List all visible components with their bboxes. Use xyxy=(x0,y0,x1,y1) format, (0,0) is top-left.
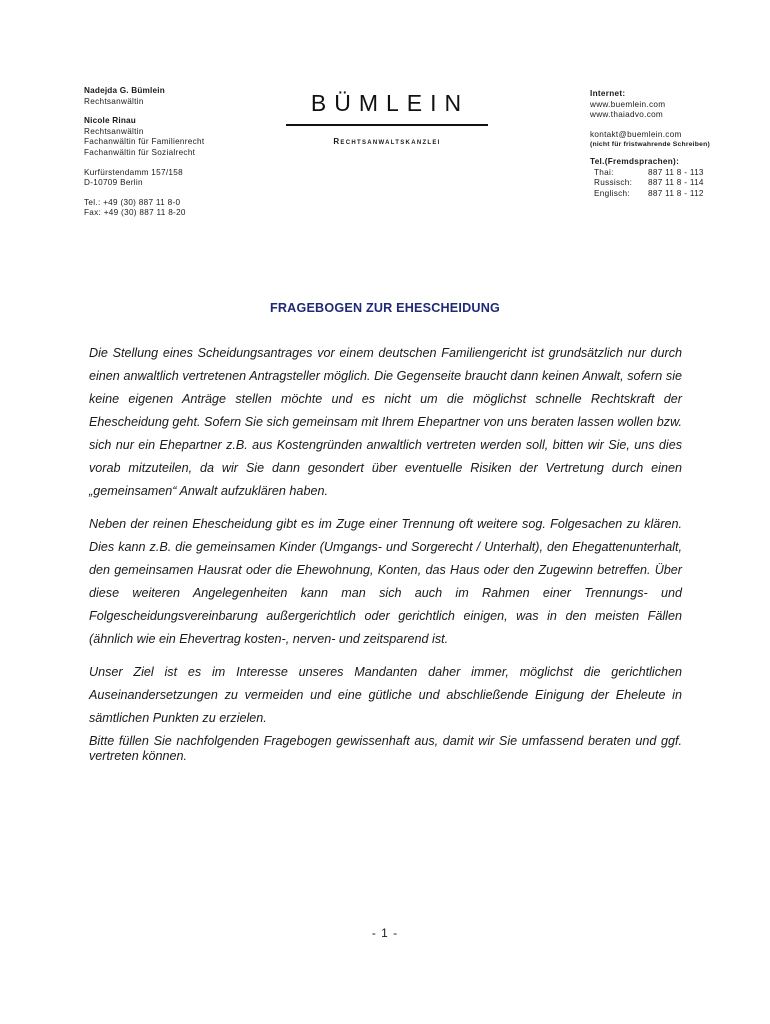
email-link[interactable]: kontakt@buemlein.com xyxy=(590,129,682,139)
lawyer-2-role: Rechtsanwältin xyxy=(84,126,144,136)
phone-row-russian xyxy=(590,178,710,189)
phone-language: Thai: xyxy=(594,167,614,177)
address-city: D-10709 Berlin xyxy=(84,178,143,188)
phone-extension: 887 11 8 - 114 xyxy=(648,178,704,188)
internet-label: Internet: xyxy=(590,89,626,98)
phone-number: Tel.: +49 (30) 887 11 8-0 xyxy=(84,197,181,207)
logo-divider xyxy=(286,124,488,126)
lawyer-2-name: Nicole Rinau xyxy=(84,116,136,126)
fax-number: Fax: +49 (30) 887 11 8-20 xyxy=(84,208,186,218)
phone-row-english xyxy=(590,189,710,200)
sender-info xyxy=(84,86,205,219)
paragraph: Neben der reinen Ehescheidung gibt es im Zuge einer Trennung oft weitere sog. Folgesachen zu klären. Dies kann z.B. die gemeinsamen Kinder (Umgangs- und Sorgerecht / Unterhalt), den Ehegattenunterhalt, den gemeinsamen Hausrat oder die Ehewohnung, Konten, das Haus oder den Zugewinn betreffen. Über diese weiteren Angelegenheiten kann man sich auch im Rahmen einer Trennungs- und Folgescheidungsvereinbarung außergerichtlich oder gerichtlich einigen, was in den meisten Fällen (ähnlich wie ein Ehevertrag kosten-, nerven- und zeitsparend ist. xyxy=(89,517,682,646)
page-number: - 1 - xyxy=(371,926,399,940)
phone-extension: 887 11 8 - 113 xyxy=(648,167,704,177)
firm-subtitle: Rechtsanwaltskanzlei xyxy=(333,137,441,146)
contact-info xyxy=(590,89,710,199)
website-link-2[interactable]: www.thaiadvo.com xyxy=(590,110,664,120)
lawyer-1-role: Rechtsanwältin xyxy=(84,96,144,106)
foreign-phones-label: Tel.(Fremdsprachen): xyxy=(590,156,680,166)
phone-row-thai xyxy=(590,168,710,179)
phone-language: Russisch: xyxy=(594,178,633,188)
website-link-1[interactable]: www.buemlein.com xyxy=(590,99,666,109)
paragraph: Bitte füllen Sie nachfolgenden Fragebogen gewissenhaft aus, damit wir Sie umfassend beraten und ggf. vertreten können. xyxy=(89,734,682,763)
document-title: FRAGEBOGEN ZUR EHESCHEIDUNG xyxy=(269,301,500,315)
lawyer-1-name: Nadejda G. Bümlein xyxy=(84,86,165,95)
phone-extension: 887 11 8 - 112 xyxy=(648,188,704,198)
email-note: (nicht für fristwahrende Schreiben) xyxy=(590,141,710,149)
lawyer-2-specialty-family: Fachanwältin für Familienrecht xyxy=(84,137,205,147)
lawyer-2-specialty-social: Fachanwältin für Sozialrecht xyxy=(84,147,196,157)
firm-name: BÜMLEIN xyxy=(310,90,470,116)
paragraph: Unser Ziel ist es im Interesse unseres Mandanten daher immer, möglichst die gerichtlichen Auseinandersetzungen zu vermeiden und eine gütliche und abschließende Einigung der Eheleute in sämtlichen Punkten zu erzielen. xyxy=(89,665,682,725)
document-body xyxy=(89,342,682,774)
firm-logo xyxy=(286,90,488,146)
address-street: Kurfürstendamm 157/158 xyxy=(84,167,183,177)
phone-language: Englisch: xyxy=(594,188,630,198)
paragraph: Die Stellung eines Scheidungsantrages vor einem deutschen Familiengericht ist grundsätzlich nur durch einen anwaltlich vertretenen Antragsteller möglich. Die Gegenseite braucht dann keinen Anwalt, sofern sie keine eigenen Anträge stellen möchte und es nicht um die möglichst schnelle Rechtskraft der Ehescheidung geht. Sofern Sie sich gemeinsam mit Ihrem Ehepartner von uns beraten lassen wollen bzw. sich nur ein Ehepartner z.B. aus Kostengründen anwaltlich vertreten werden soll, bitten wir Sie, uns dies vorab mitzuteilen, da wir Sie dann gesondert über eventuelle Risiken der Vertretung durch einen „gemeinsamen“ Anwalt aufzuklären haben. xyxy=(89,346,682,498)
